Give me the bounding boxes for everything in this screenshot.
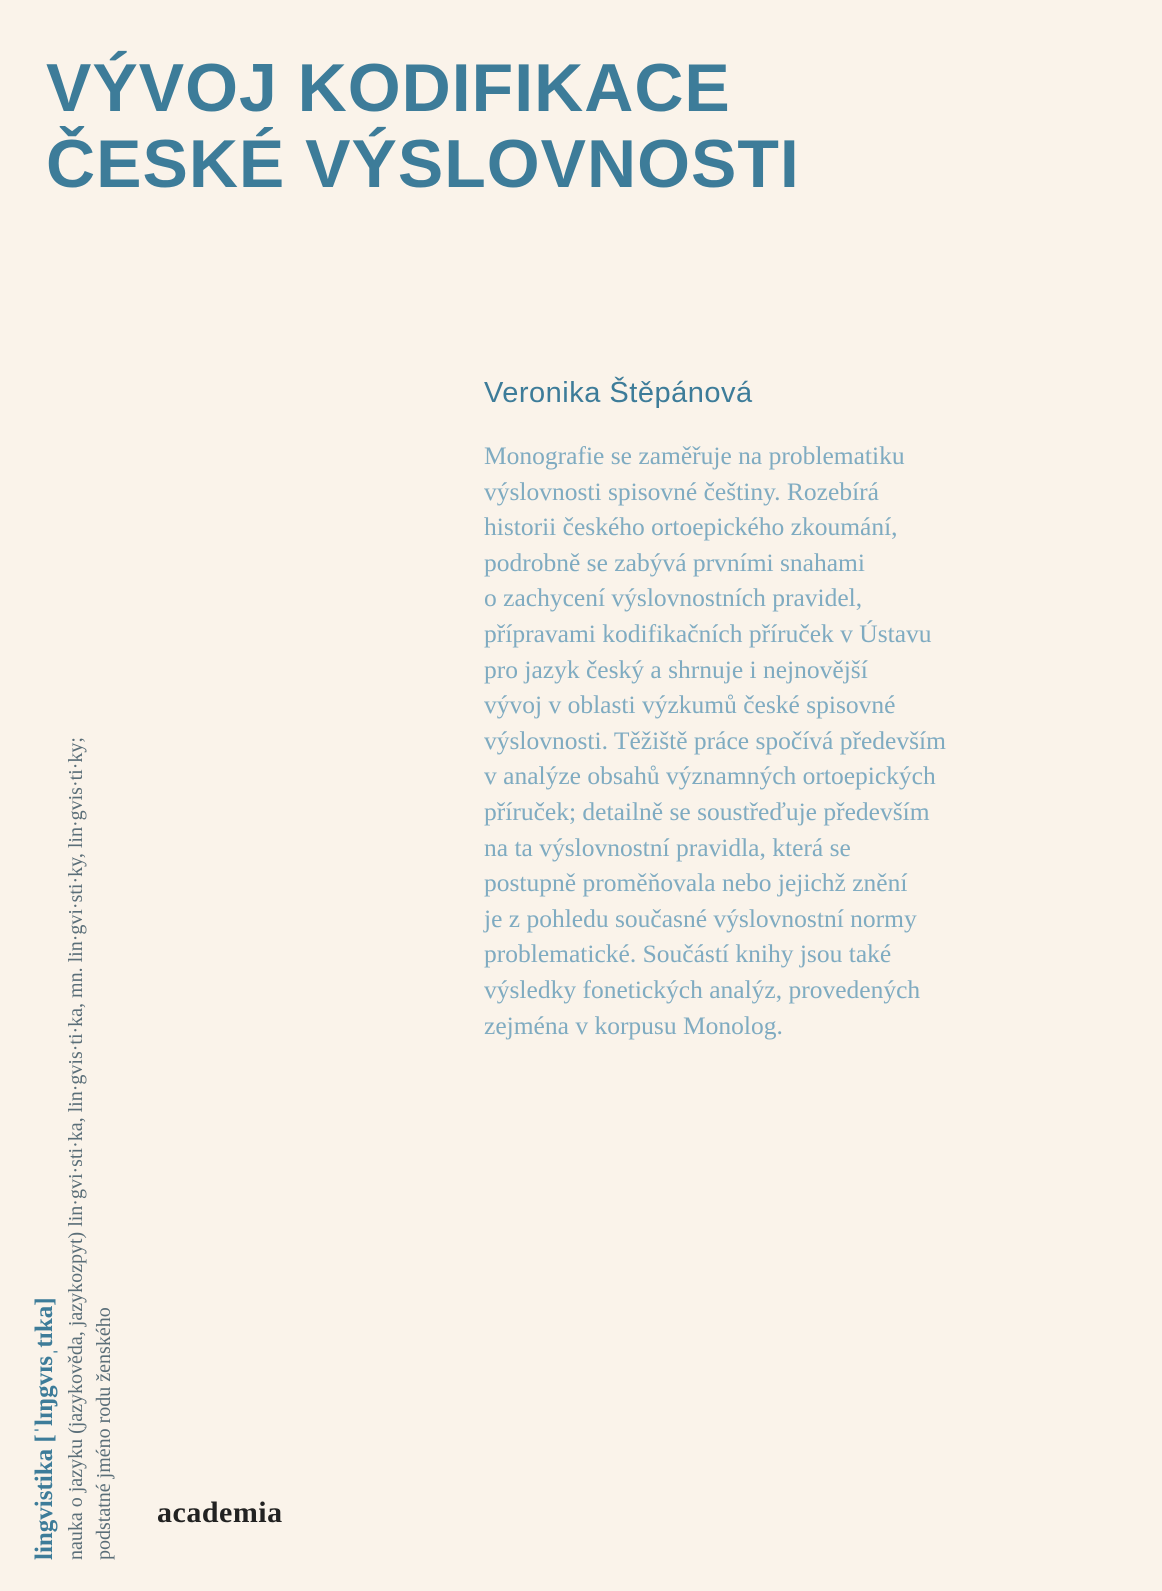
author-name: Veronika Štěpánová [484,377,753,409]
blurb-line: postupně proměňovala nebo jejichž znění [484,868,908,898]
definition-grammar: podstatné jméno rodu ženského [93,1307,115,1560]
book-title-line-2: ČESKÉ VÝSLOVNOSTI [46,126,800,202]
blurb-line: výslovnosti spisovné češtiny. Rozebírá [484,476,879,506]
blurb-line: vývoj v oblasti výzkumů české spisovné [484,690,896,720]
definition-headword: lingvistika [31,1448,58,1560]
publisher-logo: academia [157,1496,283,1529]
blurb-line: na ta výslovnostní pravidla, která se [484,832,851,862]
blurb-line: je z pohledu současné výslovnostní normy [484,903,917,933]
blurb-line: výslovnosti. Těžiště práce spočívá především [484,725,946,755]
blurb-line: podrobně se zabývá prvními snahami [484,547,865,577]
book-blurb [484,438,1134,1043]
blurb-line: problematické. Součástí knihy jsou také [484,939,892,969]
blurb-line: zejména v korpusu Monolog. [484,1010,783,1040]
blurb-line: Monografie se zaměřuje na problematiku [484,441,905,470]
dictionary-definition [28,340,118,1560]
blurb-line: přípravami kodifikačních příruček v Ústavu [484,618,932,648]
blurb-line: historii českého ortoepického zkoumání, [484,512,898,542]
blurb-line: o zachycení výslovnostních pravidel, [484,583,863,613]
blurb-line: výsledky fonetických analýz, provedených [484,974,921,1004]
book-title [46,50,800,202]
definition-meaning: nauka o jazyku (jazykověda, jazykozpyt) lin·gvi·sti·ka, lin·gvis·ti·ka, mn. lin·gvi·sti·ky, lin·gvis·ti·ky; [65,737,87,1560]
blurb-line: pro jazyk český a shrnuje i nejnovější [484,654,868,684]
blurb-line: příruček; detailně se soustřeďuje především [484,796,930,826]
blurb-line: v analýze obsahů významných ortoepických [484,761,936,791]
definition-headline [28,340,62,1560]
definition-pronunciation: [ˈlɪŋgvɪsˌtɪka] [31,1297,58,1443]
book-title-line-1: VÝVOJ KODIFIKACE [46,50,731,126]
